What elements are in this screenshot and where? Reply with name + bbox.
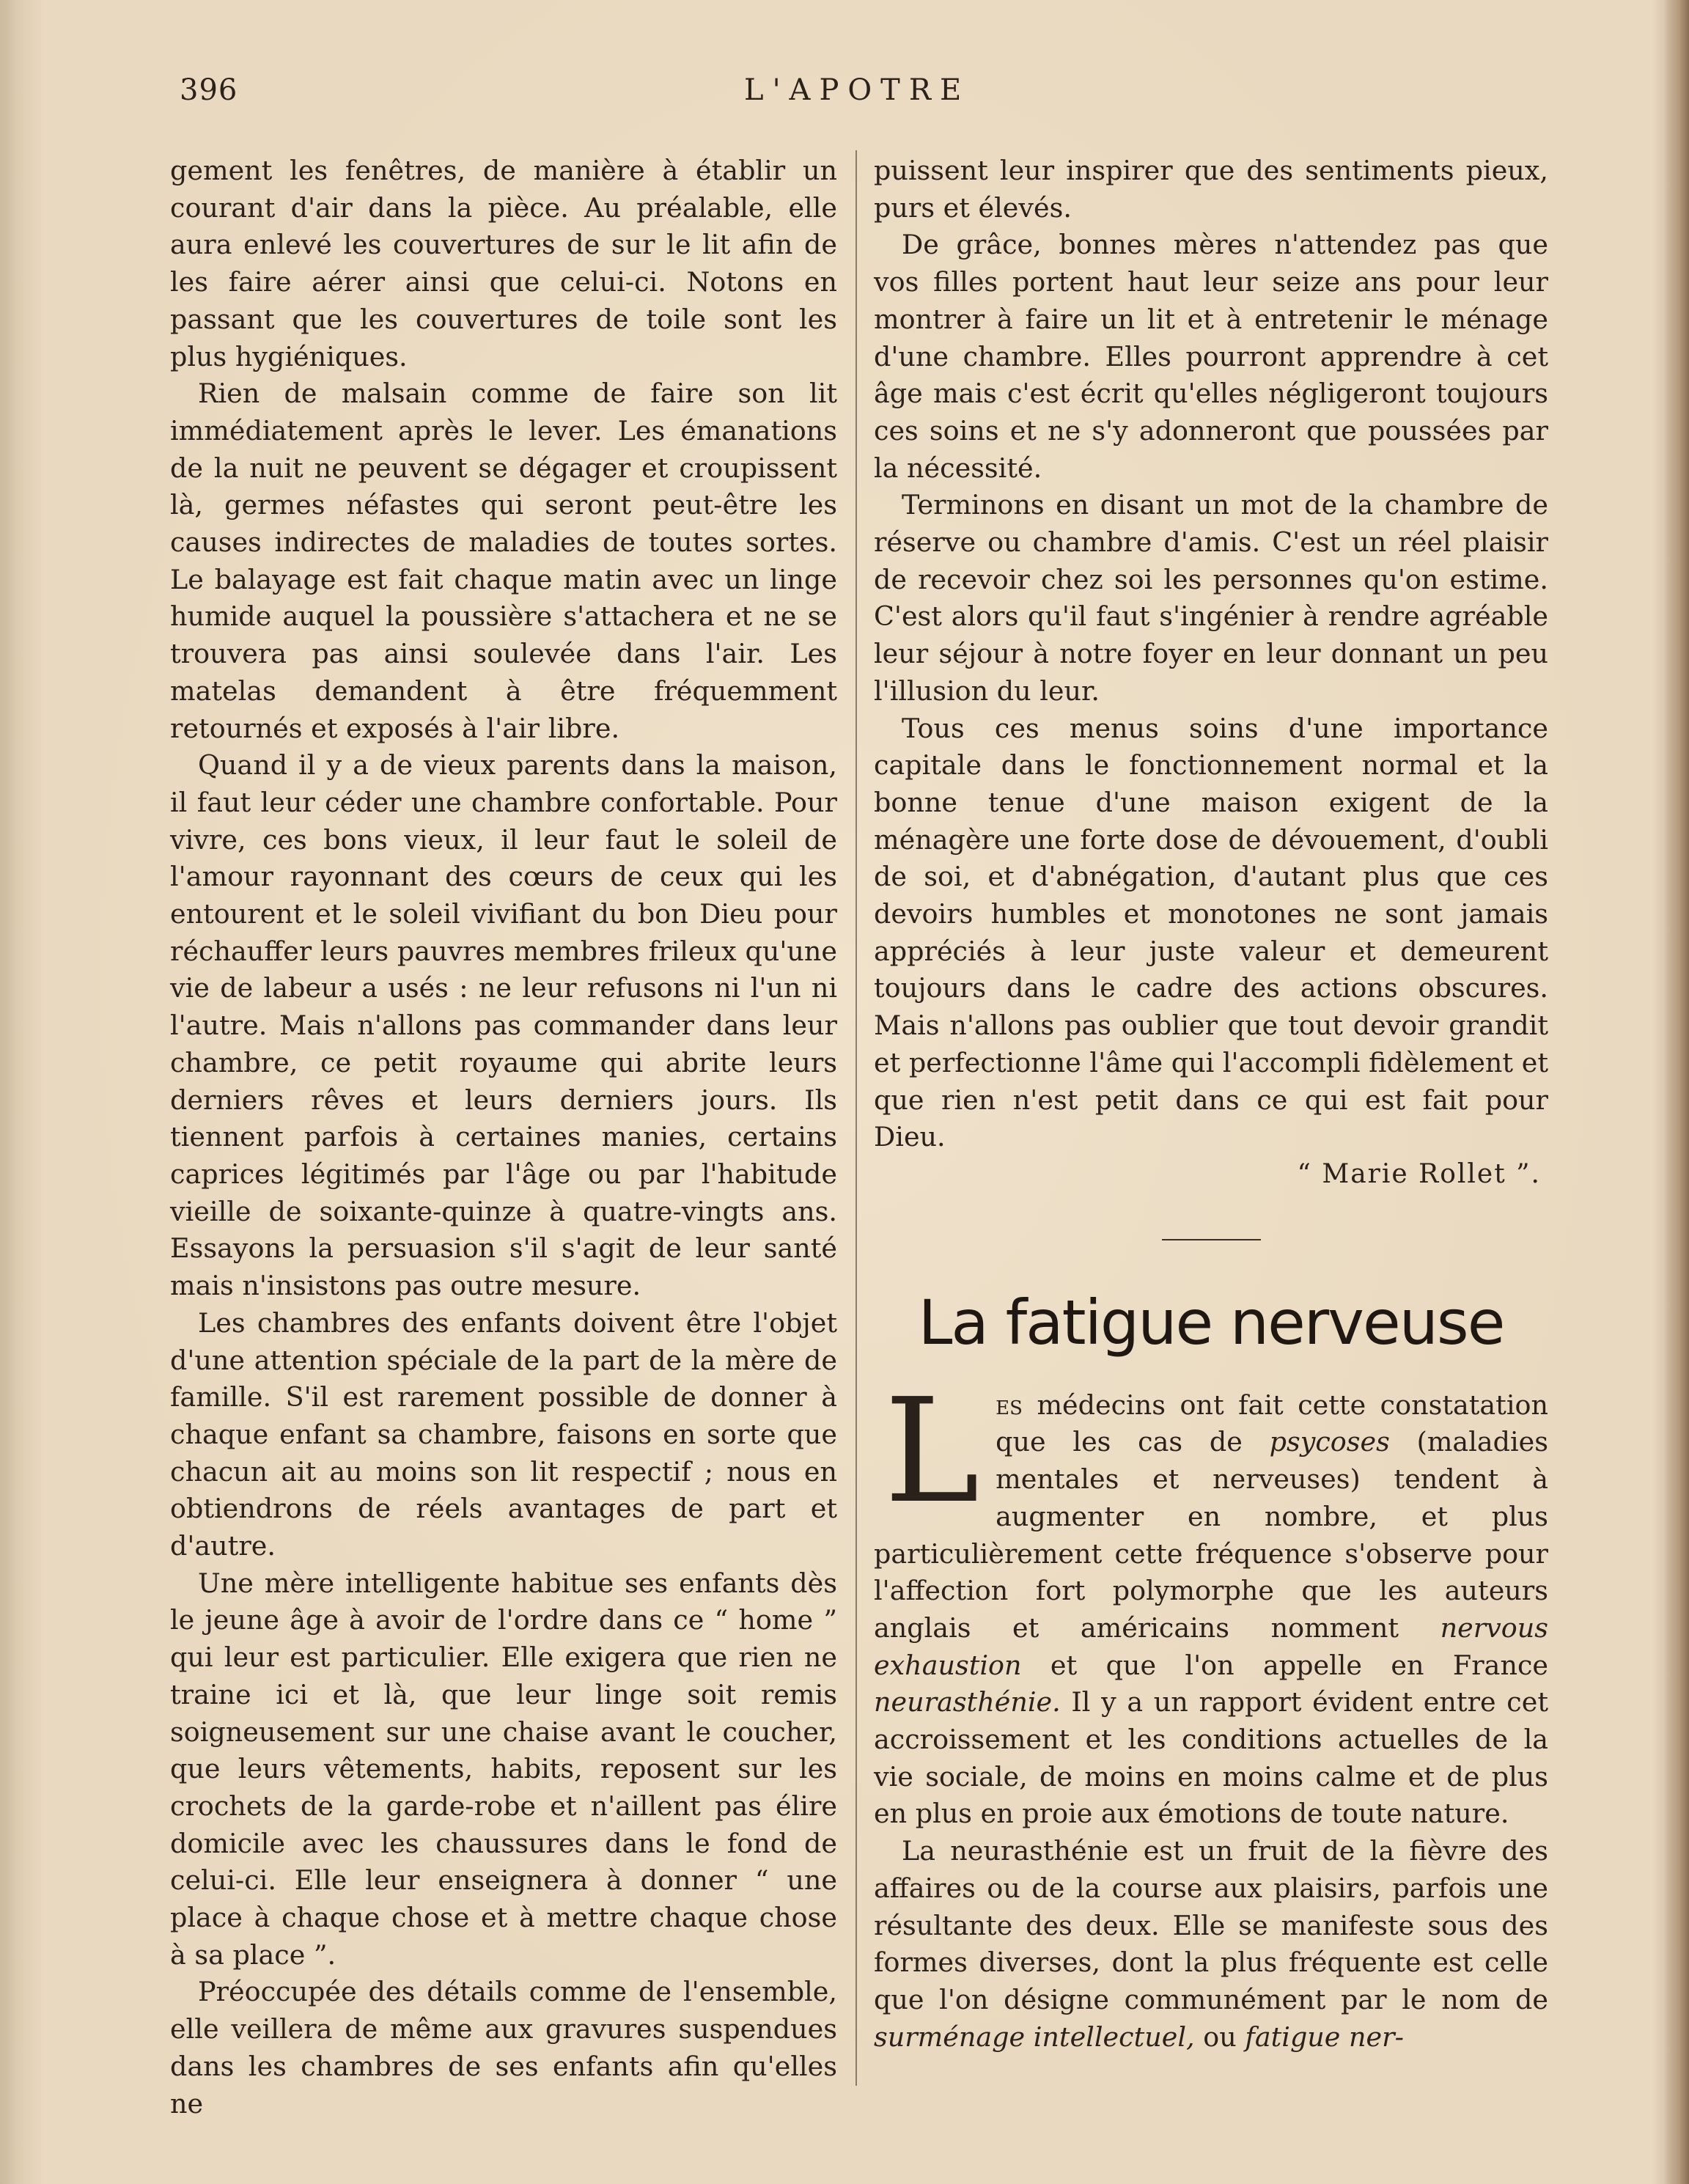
paragraph: Quand il y a de vieux parents dans la maison, il faut leur céder une chambre confortable. Pour vivre, ces bons vieux, il leur faut le soleil de l'amour rayonnant des cœurs de ceux qui les entourent et le soleil vivifiant du bon Dieu pour réchauffer leurs pauvres membres frileux qu'une vie de labeur a usés : ne leur refusons ni l'un ni l'autre. Mais n'allons pas commander dans leur chambre, ce petit royaume qui abrite leurs derniers rêves et leurs derniers jours. Ils tiennent parfois à certaines manies, certains caprices légitimés par l'âge ou par l'habitude vieille de soixante-quinze à quatre-vingts ans. Essayons la persuasion s'il s'agit de leur santé mais n'insistons pas outre mesure. [170, 749, 837, 1302]
paragraph: gement les fenêtres, de manière à établir un courant d'air dans la pièce. Au préalable, elle aura enlevé les couvertures de sur le lit afin de les faire aérer ainsi que celui-ci. Notons en passant que les couvertures de toile sont les plus hygiéniques. [170, 155, 837, 372]
emphasis: psycoses [1269, 1426, 1390, 1458]
paragraph: Terminons en disant un mot de la chambre de réserve ou chambre d'amis. C'est un réel plaisir de recevoir chez soi les personnes qu'on estime. C'est alors qu'il faut s'ingénier à rendre agréable leur séjour à notre foyer en leur donnant un peu l'illusion du leur. [874, 489, 1548, 707]
article-paragraph: Les médecins ont fait cette constatation que les cas de psycoses (maladies mentales et nerveuses) tendent à augmenter en nombre, et plus particulièrement cette fréquence s'observe pour l'affection fort polymorphe que les auteurs anglais et américains nomment nervous exhaustion et que l'on appelle en France neurasthénie. Il y a un rapport évident entre cet accroissement et les conditions actuelles de la vie sociale, de moins en moins calme et de plus en plus en proie aux émotions de toute nature. [874, 1367, 1548, 1830]
column-divider [855, 150, 857, 2086]
paragraph: Rien de malsain comme de faire son lit immédiatement après le lever. Les émanations de la nuit ne peuvent se dégager et croupissent là, germes néfastes qui seront peut-être les causes indirectes de maladies de toutes sortes. Le balayage est fait chaque matin avec un linge humide auquel la poussière s'attachera et ne se trouvera pas ainsi soulevée dans l'air. Les matelas demandent à être fréquemment retournés et exposés à l'air libre. [170, 378, 837, 744]
scan-edge-left [0, 0, 16, 2184]
emphasis: neurasthénie. [874, 1686, 1061, 1718]
article-paragraph: La neurasthénie est un fruit de la fièvre des affaires ou de la course aux plaisirs, parfois une résultante des deux. Elle se manifeste sous des formes diverses, dont la plus fréquente est celle que l'on désigne communément par le nom de surménage intellectuel, ou fatigue ner- [874, 1835, 1548, 2053]
paragraph: Une mère intelligente habitue ses enfants dès le jeune âge à avoir de l'ordre dans ce “ home ” qui leur est particulier. Elle exigera que rien ne traine ici et là, que leur linge soit remis soigneusement sur une chaise avant le coucher, que leurs vêtements, habits, reposent sur les crochets de la garde-robe et n'aillent pas élire domicile avec les chaussures dans le fond de celui-ci. Elle leur enseignera à donner “ une place à chaque chose et à mettre chaque chose à sa place ”. [170, 1567, 837, 1971]
emphasis: surménage intellectuel, [874, 2021, 1195, 2053]
article-title: La fatigue nerveuse [918, 1286, 1504, 1358]
scan-edge-right [1664, 0, 1689, 2184]
page-header [180, 73, 1558, 117]
paragraph: puissent leur inspirer que des sentiments pieux, purs et élevés. [874, 155, 1548, 224]
section-separator [1162, 1239, 1261, 1240]
paragraph: Préoccupée des détails comme de l'ensemble, elle veillera de même aux gravures suspendues dans les chambres de ses enfants afin qu'elles ne [170, 1976, 837, 2119]
running-head: L'APOTRE [744, 73, 971, 107]
paragraph: De grâce, bonnes mères n'attendez pas que vos filles portent haut leur seize ans pour leur montrer à faire un lit et à entretenir le ménage d'une chambre. Elles pourront apprendre à cet âge mais c'est écrit qu'elles négligeront toujours ces soins et ne s'y adonneront que poussées par la nécessité. [874, 229, 1548, 484]
lead-word: es [996, 1389, 1023, 1421]
emphasis: fatigue ner- [1245, 2021, 1404, 2053]
paragraph: Tous ces menus soins d'une importance capitale dans le fonctionnement normal et la bonne tenue d'une maison exigent de la ménagère une forte dose de dévouement, d'oubli de soi, et d'abnégation, d'autant plus que ces devoirs humbles et monotones ne sont jamais appréciés à leur juste valeur et demeurent toujours dans le cadre des actions obscures. Mais n'allons pas oublier que tout devoir grandit et perfectionne l'âme qui l'accompli fidèlement et que rien n'est petit dans ce qui est fait pour Dieu. [874, 712, 1548, 1153]
page-number: 396 [180, 73, 238, 107]
drop-cap: L [884, 1367, 980, 1535]
right-column [874, 152, 1548, 2056]
author-signature: “ Marie Rollet ”. [1297, 1158, 1541, 1189]
paragraph: Les chambres des enfants doivent être l'objet d'une attention spéciale de la part de la mère de famille. S'il est rarement possible de donner à chaque enfant sa chambre, faisons en sorte que chacun ait au moins son lit respectif ; nous en obtiendrons de réels avantages de part et d'autre. [170, 1306, 837, 1562]
emphasis: nervous exhaustion [874, 1611, 1548, 1681]
left-column [170, 152, 837, 2122]
